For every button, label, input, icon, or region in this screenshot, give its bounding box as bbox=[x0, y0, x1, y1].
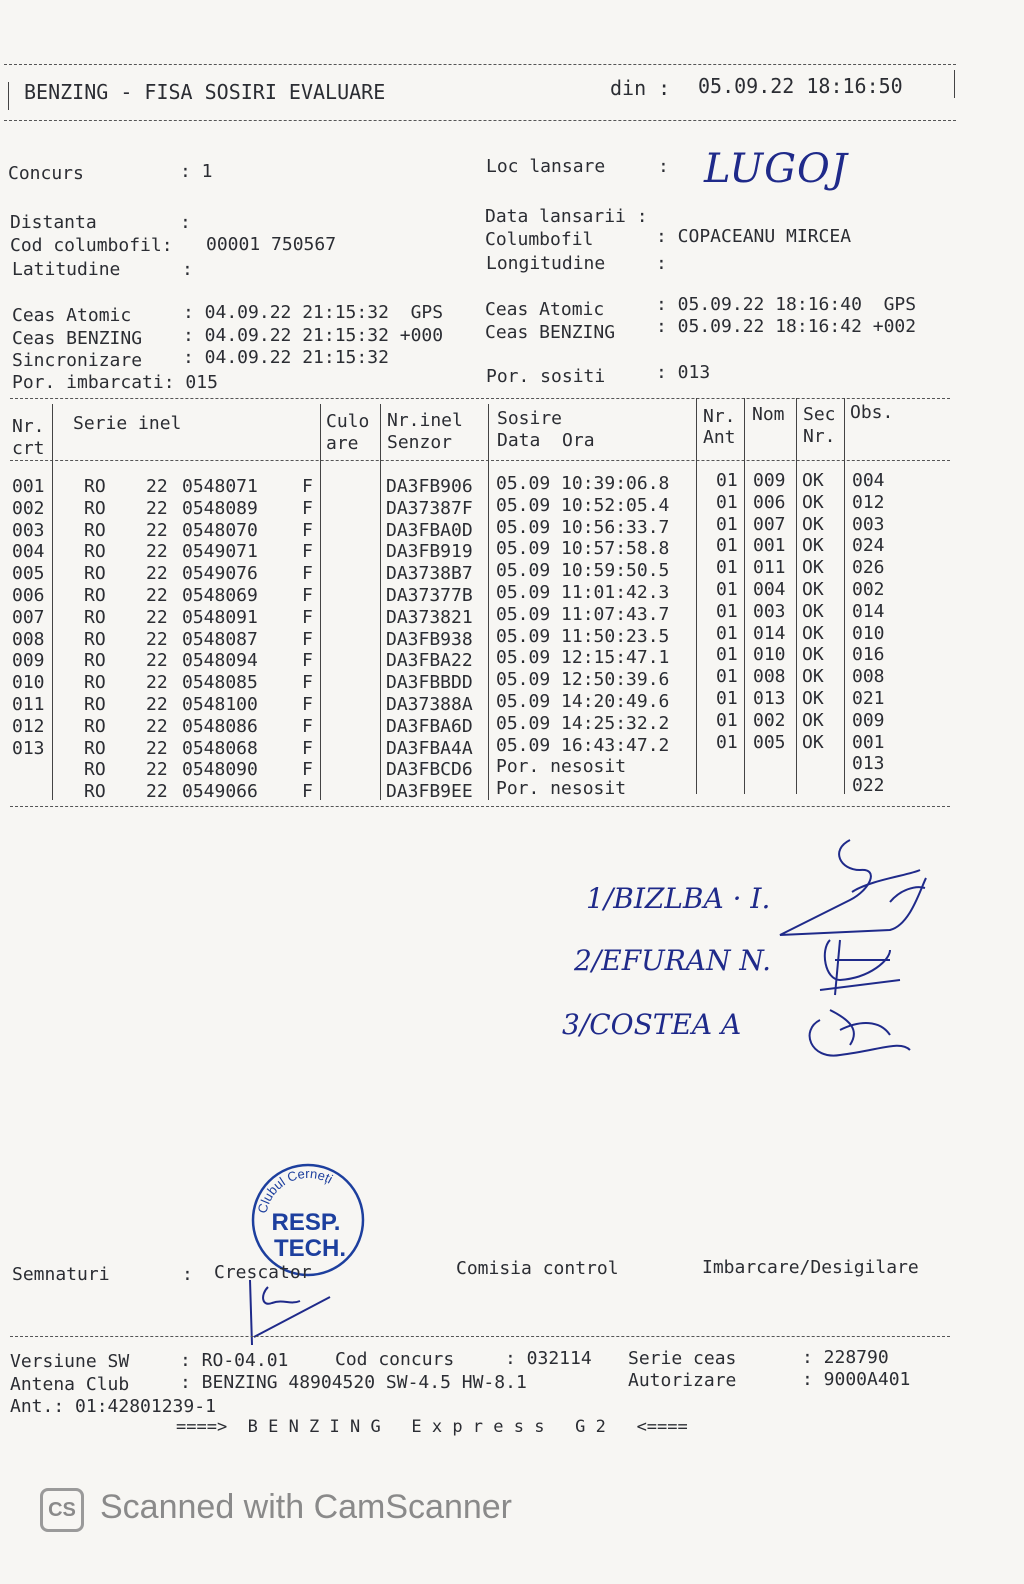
cell-tara: RO bbox=[84, 497, 106, 519]
cell-an: 22 bbox=[146, 737, 168, 759]
versiune-sw-value: : RO-04.01 bbox=[180, 1350, 289, 1371]
cell-an: 22 bbox=[146, 585, 168, 606]
cod-columbofil-value: 00001 750567 bbox=[206, 234, 337, 255]
cell-sec-nr: OK bbox=[802, 513, 824, 535]
cell-senzor: DA3FBA6D bbox=[386, 715, 473, 737]
cell-sex: F bbox=[302, 519, 313, 541]
cell-nr-ant: 01 bbox=[716, 513, 738, 535]
cell-sex: F bbox=[302, 497, 313, 519]
cell-nr-crt: 010 bbox=[12, 672, 45, 694]
cell-nr-ant: 01 bbox=[716, 491, 738, 513]
cell-an: 22 bbox=[146, 781, 168, 803]
ceas-benzing-start-label: Ceas BENZING bbox=[12, 328, 143, 349]
col-header-senzor: Senzor bbox=[387, 432, 453, 453]
cell-obs: 004 bbox=[852, 470, 885, 491]
cell-sec-nr: OK bbox=[802, 731, 824, 753]
loc-lansare-handwritten: LUGOJ bbox=[704, 146, 848, 192]
cell-nr-ant: 01 bbox=[716, 579, 738, 600]
svg-text:Clubul Cerneți bbox=[255, 1166, 336, 1215]
cell-sosire: 05.09 12:15:47.1 bbox=[496, 647, 670, 669]
cell-inel: 0548100 bbox=[182, 694, 258, 715]
cell-sec-nr: OK bbox=[802, 644, 824, 666]
cell-nr-ant: 01 bbox=[716, 535, 738, 557]
cell-an: 22 bbox=[146, 650, 168, 672]
header-top-border bbox=[4, 64, 956, 65]
cell-nr-crt: 002 bbox=[12, 497, 45, 519]
latitudine-label: Latitudine bbox=[12, 259, 121, 280]
cod-concurs-label: Cod concurs bbox=[335, 1349, 455, 1370]
header-bottom-border bbox=[4, 120, 956, 121]
loc-lansare-sep: : bbox=[658, 156, 669, 177]
data-lansarii-label: Data lansarii : bbox=[485, 206, 648, 227]
cell-inel: 0548070 bbox=[182, 519, 258, 541]
cell-inel: 0549071 bbox=[182, 541, 258, 563]
ceas-benzing-end-value: : 05.09.22 18:16:42 +002 bbox=[656, 316, 917, 337]
cell-senzor: DA3FB906 bbox=[386, 476, 473, 497]
cell-tara: RO bbox=[84, 737, 106, 759]
cell-tara: RO bbox=[84, 694, 106, 715]
cell-nom: 002 bbox=[753, 709, 786, 731]
autorizare-label: Autorizare bbox=[628, 1370, 737, 1391]
col-header-nr-inel: Nr.inel bbox=[387, 410, 463, 431]
handwritten-line-1: 1/BIZLBA · I. bbox=[586, 882, 771, 915]
cell-sec-nr: OK bbox=[802, 579, 824, 600]
cell-an: 22 bbox=[146, 628, 168, 650]
cell-inel: 0548091 bbox=[182, 606, 258, 628]
cell-nr-crt: 005 bbox=[12, 563, 45, 585]
cell-nr-ant: 01 bbox=[716, 666, 738, 688]
cell-tara: RO bbox=[84, 715, 106, 737]
loc-lansare-label: Loc lansare bbox=[486, 156, 606, 177]
cell-an: 22 bbox=[146, 606, 168, 628]
cell-sex: F bbox=[302, 541, 313, 563]
cell-nr-crt: 009 bbox=[12, 650, 45, 672]
col-header-nr: Nr. bbox=[12, 416, 45, 437]
col-header-sec: Sec bbox=[803, 404, 836, 425]
cell-sec-nr: OK bbox=[802, 622, 824, 644]
stamp-line-1: RESP. bbox=[271, 1209, 341, 1236]
cell-obs: 012 bbox=[852, 491, 885, 513]
benzing-express-banner: ====> B E N Z I N G E x p r e s s G 2 <==== bbox=[176, 1417, 688, 1437]
por-sositi-label: Por. sositi bbox=[486, 366, 606, 387]
cell-sosire: 05.09 11:07:43.7 bbox=[496, 603, 670, 625]
cell-obs: 008 bbox=[852, 666, 885, 688]
cell-nr-crt: 011 bbox=[12, 694, 45, 715]
col-header-sec-nr: Nr. bbox=[803, 426, 836, 447]
cell-inel: 0548069 bbox=[182, 585, 258, 606]
cell-an: 22 bbox=[146, 476, 168, 497]
cell-senzor: DA37388A bbox=[386, 694, 473, 715]
cell-obs: 026 bbox=[852, 557, 885, 579]
cell-sex: F bbox=[302, 737, 313, 759]
cell-sex: F bbox=[302, 628, 313, 650]
col-header-obs: Obs. bbox=[850, 402, 894, 423]
concurs-value: : 1 bbox=[180, 161, 213, 182]
columbofil-value: : COPACEANU MIRCEA bbox=[656, 226, 852, 247]
antenna-id: Ant.: 01:42801239-1 bbox=[10, 1396, 216, 1417]
distanta-label: Distanta bbox=[10, 212, 97, 233]
cell-nr-crt: 003 bbox=[12, 519, 45, 541]
cell-sosire: 05.09 10:52:05.4 bbox=[496, 494, 670, 516]
col-header-culoare-2: are bbox=[326, 433, 359, 454]
cell-nr-ant: 01 bbox=[716, 622, 738, 644]
cell-obs: 014 bbox=[852, 600, 885, 622]
cell-inel: 0549066 bbox=[182, 781, 258, 803]
cell-tara: RO bbox=[84, 606, 106, 628]
cell-nom: 011 bbox=[753, 557, 786, 579]
table-row bbox=[0, 775, 1024, 803]
cell-nr-ant: 01 bbox=[716, 688, 738, 709]
footer-rule bbox=[10, 1336, 950, 1337]
cell-obs: 021 bbox=[852, 688, 885, 709]
cell-nr-crt: 013 bbox=[12, 737, 45, 759]
cell-sosire: 05.09 11:01:42.3 bbox=[496, 582, 670, 603]
signature-scribbles bbox=[740, 830, 940, 1070]
stamp-line-2: TECH. bbox=[274, 1235, 346, 1262]
cell-sosire: 05.09 10:39:06.8 bbox=[496, 473, 670, 494]
cell-tara: RO bbox=[84, 650, 106, 672]
cell-tara: RO bbox=[84, 563, 106, 585]
cell-senzor: DA3738B7 bbox=[386, 563, 473, 585]
cell-sex: F bbox=[302, 563, 313, 585]
cell-nom: 007 bbox=[753, 513, 786, 535]
cell-nom: 005 bbox=[753, 731, 786, 753]
cell-nom: 008 bbox=[753, 666, 786, 688]
serie-ceas-value: : 228790 bbox=[802, 1347, 889, 1368]
header-left-border bbox=[8, 82, 9, 110]
cell-inel: 0548086 bbox=[182, 715, 258, 737]
crescator-label: Crescator bbox=[214, 1262, 312, 1283]
cell-an: 22 bbox=[146, 672, 168, 694]
cell-nr-ant: 01 bbox=[716, 470, 738, 491]
header-right-border bbox=[954, 70, 955, 98]
cell-sex: F bbox=[302, 759, 313, 781]
cell-obs: 024 bbox=[852, 535, 885, 557]
camscanner-logo bbox=[40, 1488, 84, 1532]
col-header-nom: Nom bbox=[752, 404, 785, 425]
concurs-label: Concurs bbox=[8, 163, 84, 184]
cell-senzor: DA373821 bbox=[386, 606, 473, 628]
versiune-sw-label: Versiune SW bbox=[10, 1351, 130, 1372]
cell-nom: 009 bbox=[753, 470, 786, 491]
por-imbarcati: Por. imbarcati: 015 bbox=[12, 372, 218, 393]
cell-nr-ant: 01 bbox=[716, 709, 738, 731]
latitudine-sep: : bbox=[182, 259, 193, 280]
cell-sec-nr: OK bbox=[802, 688, 824, 709]
cell-nr-crt: 004 bbox=[12, 541, 45, 563]
ceas-benzing-end-label: Ceas BENZING bbox=[485, 322, 616, 343]
din-label: din : bbox=[610, 76, 671, 100]
sincronizare-label: Sincronizare bbox=[12, 350, 143, 371]
ceas-atomic-start-value: : 04.09.22 21:15:32 GPS bbox=[183, 302, 444, 323]
cell-tara: RO bbox=[84, 476, 106, 497]
cell-sec-nr: OK bbox=[802, 491, 824, 513]
crescator-signature bbox=[240, 1275, 350, 1355]
cell-tara: RO bbox=[84, 672, 106, 694]
cell-senzor: DA37387F bbox=[386, 497, 473, 519]
cell-an: 22 bbox=[146, 715, 168, 737]
cell-an: 22 bbox=[146, 519, 168, 541]
cell-obs: 013 bbox=[852, 753, 885, 775]
cell-an: 22 bbox=[146, 563, 168, 585]
cell-nom: 004 bbox=[753, 579, 786, 600]
longitudine-sep: : bbox=[656, 253, 667, 274]
sincronizare-value: : 04.09.22 21:15:32 bbox=[183, 347, 389, 368]
stamp-arc-text: Clubul Cerneți bbox=[254, 1165, 336, 1215]
cell-sec-nr: OK bbox=[802, 557, 824, 579]
cell-nr-ant: 01 bbox=[716, 557, 738, 579]
cell-nr-ant: 01 bbox=[716, 644, 738, 666]
cell-tara: RO bbox=[84, 759, 106, 781]
cell-nr-ant: 01 bbox=[716, 600, 738, 622]
cell-sosire: 05.09 10:57:58.8 bbox=[496, 538, 670, 560]
cell-nom: 006 bbox=[753, 491, 786, 513]
handwritten-line-3: 3/COSTEA A bbox=[562, 1008, 742, 1041]
cell-nom: 014 bbox=[753, 622, 786, 644]
cell-inel: 0548071 bbox=[182, 476, 258, 497]
cell-sec-nr: OK bbox=[802, 709, 824, 731]
cell-senzor: DA3FB9EE bbox=[386, 781, 473, 803]
cell-tara: RO bbox=[84, 781, 106, 803]
cell-inel: 0548094 bbox=[182, 650, 258, 672]
cell-inel: 0548085 bbox=[182, 672, 258, 694]
cell-senzor: DA3FB919 bbox=[386, 541, 473, 563]
ceas-atomic-end-value: : 05.09.22 18:16:40 GPS bbox=[656, 294, 917, 315]
table-top-rule bbox=[10, 398, 950, 399]
cell-senzor: DA37377B bbox=[386, 585, 473, 606]
imbarcare-desigilare-label: Imbarcare/Desigilare bbox=[702, 1257, 919, 1278]
cell-obs: 016 bbox=[852, 644, 885, 666]
col-header-ant: Ant bbox=[703, 427, 736, 448]
cell-obs: 010 bbox=[852, 622, 885, 644]
cell-tara: RO bbox=[84, 519, 106, 541]
cell-nom: 013 bbox=[753, 688, 786, 709]
ceas-benzing-start-value: : 04.09.22 21:15:32 +000 bbox=[183, 325, 444, 346]
table-bottom-rule bbox=[10, 806, 950, 807]
cell-inel: 0548090 bbox=[182, 759, 258, 781]
cell-nr-crt: 012 bbox=[12, 715, 45, 737]
cell-sosire: 05.09 16:43:47.2 bbox=[496, 734, 670, 756]
cell-sex: F bbox=[302, 694, 313, 715]
cell-tara: RO bbox=[84, 585, 106, 606]
camscanner-watermark: Scanned with CamScanner bbox=[100, 1488, 513, 1526]
cell-tara: RO bbox=[84, 541, 106, 563]
cell-obs: 009 bbox=[852, 709, 885, 731]
cell-obs: 003 bbox=[852, 513, 885, 535]
cell-sec-nr: OK bbox=[802, 666, 824, 688]
cell-sec-nr: OK bbox=[802, 470, 824, 491]
cell-nr-crt: 008 bbox=[12, 628, 45, 650]
cell-nr-ant: 01 bbox=[716, 731, 738, 753]
cell-nom: 010 bbox=[753, 644, 786, 666]
antena-club-label: Antena Club bbox=[10, 1374, 130, 1395]
cell-senzor: DA3FBBDD bbox=[386, 672, 473, 694]
cell-sex: F bbox=[302, 781, 313, 803]
col-header-sosire: Sosire bbox=[497, 408, 563, 429]
cell-sex: F bbox=[302, 672, 313, 694]
cell-an: 22 bbox=[146, 541, 168, 563]
col-header-data-ora: Data Ora bbox=[497, 430, 595, 451]
cell-nr-crt: 001 bbox=[12, 476, 45, 497]
antena-club-value: : BENZING 48904520 SW-4.5 HW-8.1 bbox=[180, 1372, 527, 1393]
distanta-sep: : bbox=[180, 212, 191, 233]
cell-nr-crt: 007 bbox=[12, 606, 45, 628]
cell-senzor: DA3FB938 bbox=[386, 628, 473, 650]
din-value: 05.09.22 18:16:50 bbox=[698, 74, 903, 98]
cell-senzor: DA3FBA22 bbox=[386, 650, 473, 672]
cell-sosire: 05.09 10:56:33.7 bbox=[496, 516, 670, 538]
ceas-atomic-end-label: Ceas Atomic bbox=[485, 299, 605, 320]
cell-inel: 0548087 bbox=[182, 628, 258, 650]
cell-senzor: DA3FBCD6 bbox=[386, 759, 473, 781]
semnaturi-label: Semnaturi bbox=[12, 1264, 110, 1285]
cod-concurs-value: : 032114 bbox=[505, 1348, 592, 1369]
cell-inel: 0548089 bbox=[182, 497, 258, 519]
cell-an: 22 bbox=[146, 497, 168, 519]
cell-nom: 001 bbox=[753, 535, 786, 557]
cell-senzor: DA3FBA4A bbox=[386, 737, 473, 759]
cell-sosire: 05.09 14:25:32.2 bbox=[496, 712, 670, 734]
cod-columbofil-label: Cod columbofil: bbox=[10, 235, 173, 256]
cell-sec-nr: OK bbox=[802, 600, 824, 622]
comisia-control-label: Comisia control bbox=[456, 1258, 619, 1279]
cell-sosire: 05.09 11:50:23.5 bbox=[496, 625, 670, 647]
longitudine-label: Longitudine bbox=[486, 253, 606, 274]
cell-sosire: 05.09 14:20:49.6 bbox=[496, 691, 670, 712]
col-header-culoare-1: Culo bbox=[326, 411, 370, 432]
autorizare-value: : 9000A401 bbox=[802, 1369, 911, 1390]
cell-sec-nr: OK bbox=[802, 535, 824, 557]
cell-nom: 003 bbox=[753, 600, 786, 622]
por-sositi-value: : 013 bbox=[656, 362, 711, 383]
cell-inel: 0548068 bbox=[182, 737, 258, 759]
table-header-rule bbox=[10, 460, 950, 461]
ceas-atomic-start-label: Ceas Atomic bbox=[12, 305, 132, 326]
cell-sosire: 05.09 10:59:50.5 bbox=[496, 560, 670, 582]
cell-obs: 001 bbox=[852, 731, 885, 753]
cell-nr-crt: 006 bbox=[12, 585, 45, 606]
cell-sex: F bbox=[302, 606, 313, 628]
serie-ceas-label: Serie ceas bbox=[628, 1348, 737, 1369]
cell-tara: RO bbox=[84, 628, 106, 650]
col-header-crt: crt bbox=[12, 438, 45, 459]
camscanner-logo-text: CS bbox=[48, 1498, 76, 1521]
cell-an: 22 bbox=[146, 694, 168, 715]
cell-senzor: DA3FBA0D bbox=[386, 519, 473, 541]
cell-obs: 002 bbox=[852, 579, 885, 600]
cell-sex: F bbox=[302, 585, 313, 606]
columbofil-label: Columbofil bbox=[485, 229, 594, 250]
cell-sosire: Por. nesosit bbox=[496, 778, 627, 800]
cell-sosire: Por. nesosit bbox=[496, 756, 627, 778]
cell-sex: F bbox=[302, 715, 313, 737]
cell-inel: 0549076 bbox=[182, 563, 258, 585]
col-header-nr-ant: Nr. bbox=[703, 406, 736, 427]
cell-sex: F bbox=[302, 650, 313, 672]
cell-obs: 022 bbox=[852, 775, 885, 797]
col-header-serie-inel: Serie inel bbox=[73, 413, 182, 434]
cell-sosire: 05.09 12:50:39.6 bbox=[496, 669, 670, 691]
cell-an: 22 bbox=[146, 759, 168, 781]
document-title: BENZING - FISA SOSIRI EVALUARE bbox=[24, 80, 386, 104]
handwritten-line-2: 2/EFURAN N. bbox=[574, 944, 772, 977]
semnaturi-sep: : bbox=[182, 1264, 193, 1285]
cell-sex: F bbox=[302, 476, 313, 497]
